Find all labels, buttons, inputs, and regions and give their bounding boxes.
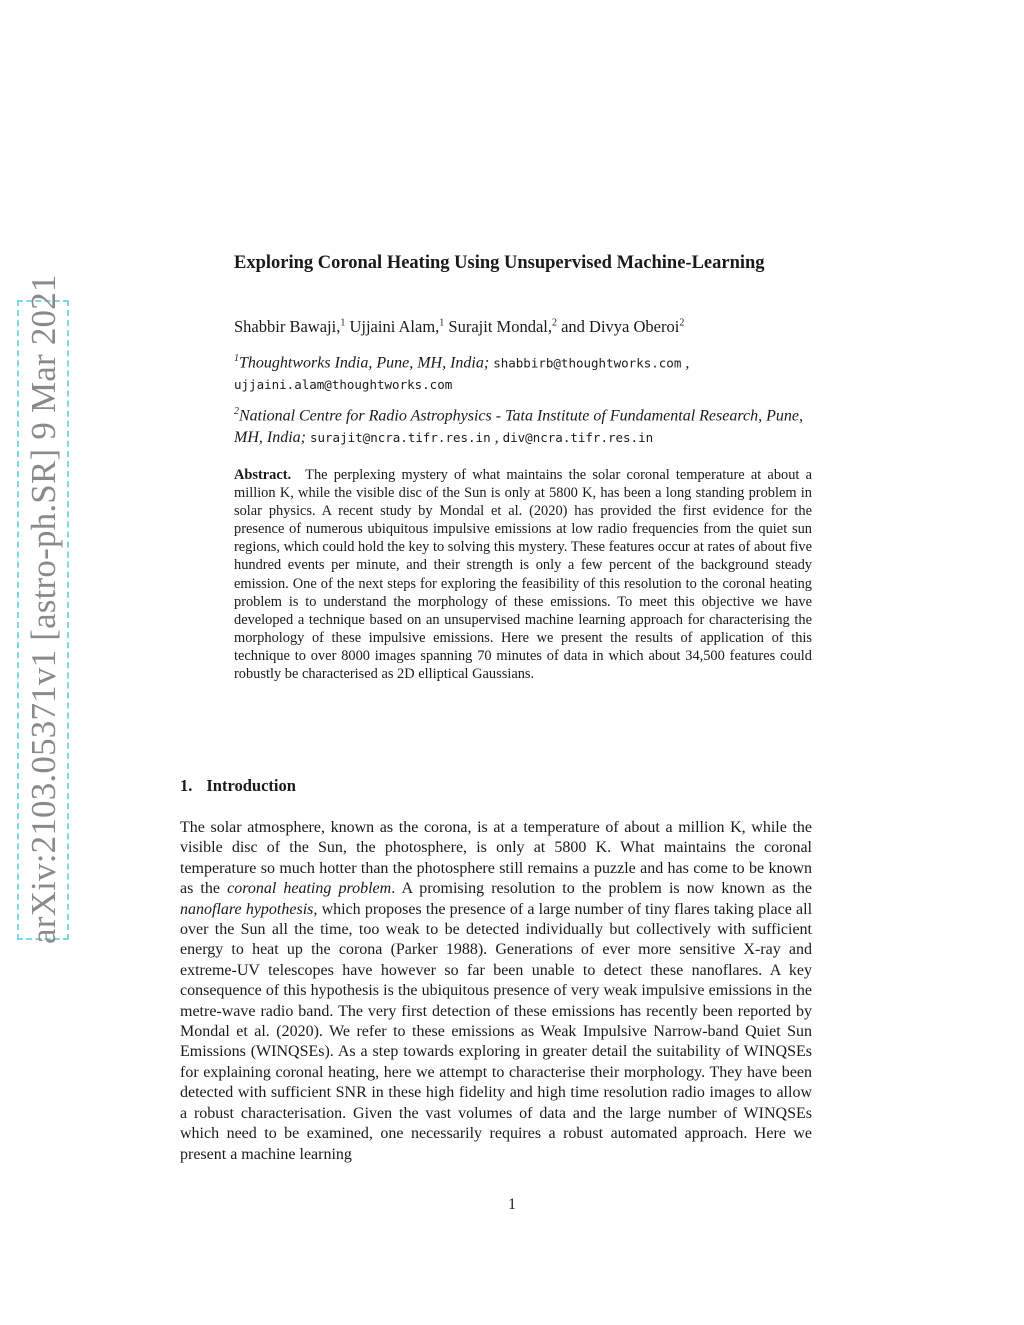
email-link[interactable]: div@ncra.tifr.res.in <box>502 430 654 446</box>
affiliation-1 <box>234 348 834 396</box>
abstract-text: The perplexing mystery of what maintains the solar coronal temperature at about a million K, while the visible disc of the Sun is only at 5800 K, has been a long standing problem in solar physics. A recent study by Mondal et al. (2020) has provided the first evidence for the presence of numerous ubiquitous impulsive emissions at low radio frequencies from the quiet sun regions, which could hold the key to solving this mystery. These features occur at rates of about five hundred events per minute, and their strength is only a few percent of the background steady emission. One of the next steps for exploring the feasibility of this resolution to the coronal heating problem is to understand the morphology of these emissions. To meet this objective we have developed a technique based on an unsupervised machine learning approach for characterising the morphology of these impulsive emissions. Here we present the results of application of this technique to over 8000 images spanning 70 minutes of data in which about 34,500 features could robustly be characterised as 2D elliptical Gaussians. <box>234 467 812 683</box>
paper-title: Exploring Coronal Heating Using Unsupervised Machine-Learning <box>234 253 765 273</box>
author-affiliation-mark: 2 <box>551 317 557 329</box>
author-affiliation-mark: 1 <box>439 317 445 329</box>
section-number: 1. <box>180 776 193 795</box>
body-text-run: , which proposes the presence of a large number of tiny flares taking place all over the Sun all the time, too weak to be detected individually but collectively with sufficient energy to heat up the corona (Parker 1988). Generations of ever more sensitive X-ray and extreme-UV telescopes have however so far been unable to detect these nanoflares. A key consequence of this hypothesis is the ubiquitous presence of very weak impulsive emissions in the metre-wave radio band. The very first detection of these emissions has recently been reported by Mondal et al. (2020). We refer to these emissions as Weak Impulsive Narrow-band Quiet Sun Emissions (WINQSEs). As a step towards exploring in greater detail the suitability of WINQSEs for explaining coronal heating, here we attempt to characterise their morphology. They have been detected with sufficient SNR in these high fidelity and high time resolution radio images to allow a robust characterisation. Given the vast volumes of data and the large number of WINQSEs which need to be examined, one necessarily requires a robust automated approach. Here we present a machine learning <box>180 900 813 1163</box>
author-name: Surajit Mondal, <box>448 317 552 336</box>
emphasis-term: coronal heating problem <box>227 880 392 898</box>
abstract <box>234 466 812 683</box>
email-link[interactable]: shabbirb@thoughtworks.com <box>493 355 682 371</box>
page-number: 1 <box>508 1196 516 1213</box>
email-separator: , <box>494 429 499 447</box>
email-separator: , <box>685 354 690 372</box>
arxiv-identifier: arXiv:2103.05371v1 [astro-ph.SR] 9 Mar 2021 <box>24 274 63 944</box>
section-title: Introduction <box>206 776 296 795</box>
email-link[interactable]: surajit@ncra.tifr.res.in <box>309 430 491 446</box>
affiliation-number: 1 <box>234 353 239 364</box>
affiliation-2 <box>234 401 834 449</box>
section-heading <box>180 776 296 796</box>
author-name: Shabbir Bawaji, <box>234 317 341 336</box>
body-text-run: . A promising resolution to the problem is now known as the <box>391 880 813 898</box>
body-text-run: The solar atmosphere, known as the corona, is at a temperature of about a million K, while the visible disc of the Sun, the photosphere, is only at 5800 K. What maintains the coronal temperature so much hotter than the photosphere still remains a puzzle and has come to be known as the <box>180 819 812 898</box>
affiliation-number: 2 <box>234 406 239 417</box>
intro-paragraph <box>180 818 812 1165</box>
author-affiliation-mark: 2 <box>679 317 685 329</box>
author-name: and Divya Oberoi <box>561 317 680 336</box>
affiliation-name: National Centre for Radio Astrophysics - Tata Institute of Fundamental Research, Pune, MH, India; <box>234 407 803 447</box>
emphasis-term: nanoflare hypothesis <box>180 900 314 918</box>
author-list <box>234 317 684 337</box>
author-name: Ujjaini Alam, <box>349 317 440 336</box>
abstract-label: Abstract. <box>234 467 292 483</box>
author-affiliation-mark: 1 <box>340 317 346 329</box>
email-link[interactable]: ujjaini.alam@thoughtworks.com <box>234 377 453 393</box>
affiliation-name: Thoughtworks India, Pune, MH, India; <box>239 354 490 372</box>
